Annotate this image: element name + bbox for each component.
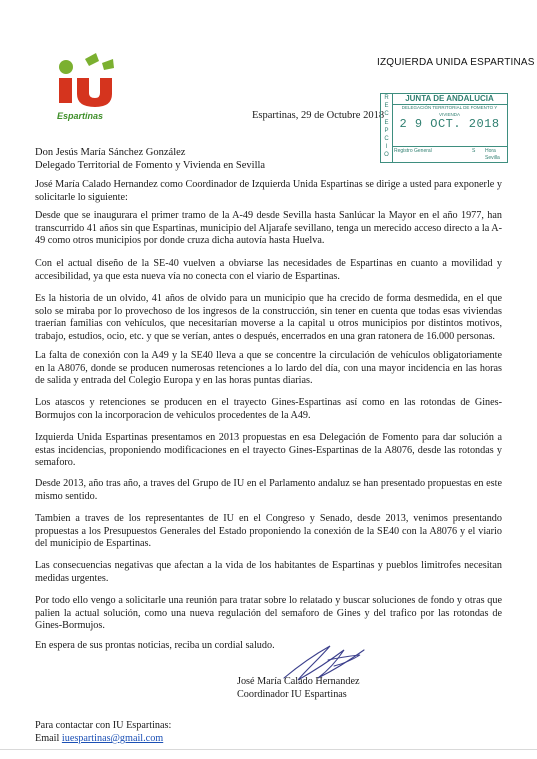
body-paragraph: Izquierda Unida Espartinas presentamos en 2013 propuestas en esa Delegación de Fomento para dar solución a estas incidencias, proponiendo modificaciones en el trayecto Gines-Espartinas de la A8076, desde las rotondas y semaforo. <box>35 432 502 469</box>
recipient-position: Delegado Territorial de Fomento y Vivienda en Sevilla <box>35 160 266 171</box>
body-paragraph: Es la historia de un olvido, 41 años de olvido para un municipio que ha crecido de forma desmedida, en el que solo se miraba por lo provechoso de los ingresos de la construcción, sin tener en cuenta que todas esas viviendas traerían familias con vehículos, que necesitarían moverse a la capital u otros municipios por distintos motivos, trabajo, estudios, ocio, etc. y que se verían, antes o después, encerrados en una gran ratonera de 16.000 personas. <box>35 293 502 342</box>
registry-stamp <box>380 93 508 163</box>
contact-email-line <box>35 732 163 745</box>
body-paragraph: José María Calado Hernandez como Coordinador de Izquierda Unida Espartinas se dirige a usted para exponerle y solicitarle lo siguiente: <box>35 179 502 203</box>
body-paragraph: Desde que se inaugurara el primer tramo de la A-49 desde Sevilla hasta Sanlúcar la Mayor en el año 1977, han transcurrido 41 años sin que Espartinas, municipio del Aljarafe sevillano, tenga un merecido acceso directo a la A-49 como otros municipios por donde cruza dicha autovía hasta Huelva. <box>35 210 502 247</box>
stamp-side-text: R E C E P C I O <box>381 94 393 162</box>
signature-title: Coordinador IU Espartinas <box>237 689 347 700</box>
signature-name: José María Calado Hernandez <box>237 676 360 687</box>
footer-divider <box>0 749 537 750</box>
stamp-registry-number: S <box>472 148 476 154</box>
email-link[interactable]: iuespartinas@gmail.com <box>61 733 164 744</box>
body-paragraph: Las consecuencias negativas que afectan a la vida de los habitantes de Espartinas y pueblos limitrofes necesitan medidas urgentes. <box>35 560 502 584</box>
stamp-subtitle: DELEGACIÓN TERRITORIAL DE FOMENTO Y VIVIENDA <box>401 105 498 117</box>
stamp-date: 2 9 OCT. 2018 <box>399 117 500 131</box>
body-paragraph: La falta de conexión con la A49 y la SE40 lleva a que se concentre la circulación de vehículos obligatoriamente en la A8076, donde se producen numerosas retenciones a lo lardo del día, con una mayor incidencia en las horas de salida y entrada del Colegio Europa y en las horas puntas diarias. <box>35 350 502 387</box>
body-paragraph: Por todo ello vengo a solicitarle una reunión para tratar sobre lo relatado y buscar soluciones de fondo y otras que palien la actual solución, como una nueva regulación del semaforo de Gines y del trafico por las rotondas de Gines-Bormujos. <box>35 595 502 632</box>
body-paragraph: Con el actual diseño de la SE-40 vuelven a obviarse las necesidades de Espartinas en cuanto a movilidad y accesibilidad, ya que esta nueva vía no conecta con el viario de Espartinas. <box>35 258 502 282</box>
recipient-name: Don Jesús María Sánchez González <box>35 147 186 158</box>
stamp-registry-label: Registro General <box>394 148 432 154</box>
recipient-block <box>35 146 265 172</box>
stamp-registry <box>392 146 507 161</box>
stamp-hour-label: Hora <box>485 148 496 154</box>
closing-line: En espera de sus prontas noticias, reciba un cordial saludo. <box>35 640 275 651</box>
stamp-title: JUNTA DE ANDALUCIA <box>392 94 507 105</box>
body-paragraph: Tambien a traves de los representantes de IU en el Congreso y Senado, desde 2013, venimos presentando propuestas a los Presupuestos Generales del Estado proponiendo la conexión de la SE40 con la A8076 y el viario del municipio de Espartinas. <box>35 513 502 550</box>
logo-caption: Espartinas <box>57 111 104 121</box>
body-paragraph: Los atascos y retenciones se producen en el trayecto Gines-Espartinas así como en las rotondas de Gines-Bormujos con la incorporacion de vehiculos procedentes de la A49. <box>35 397 502 421</box>
place-date: Espartinas, 29 de Octubre 2018 <box>252 110 385 121</box>
email-prefix: Email <box>35 733 62 744</box>
iu-logo <box>55 53 117 125</box>
organization-header: IZQUIERDA UNIDA ESPARTINAS <box>377 57 535 68</box>
contact-label: Para contactar con IU Espartinas: <box>35 720 172 731</box>
stamp-city: Sevilla <box>485 155 500 161</box>
body-paragraph: Desde 2013, año tras año, a traves del Grupo de IU en el Parlamento andaluz se han presentado propuestas en este mismo sentido. <box>35 478 502 502</box>
